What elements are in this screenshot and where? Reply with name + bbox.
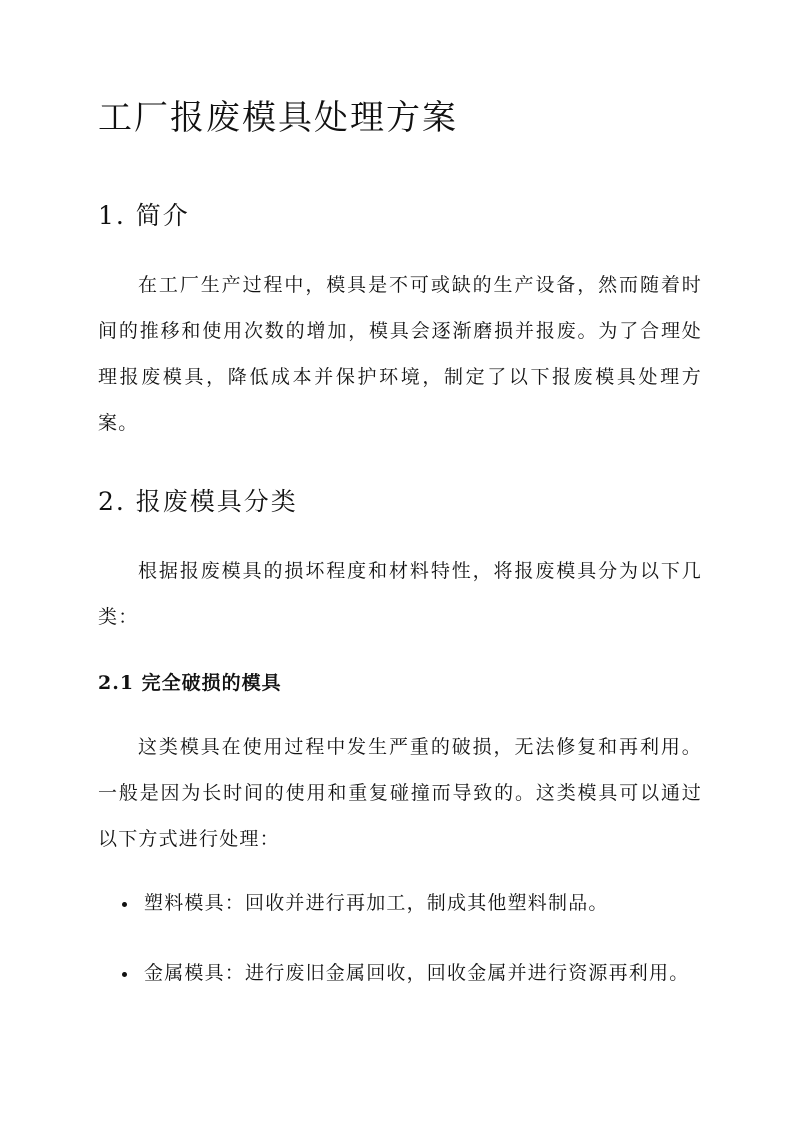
document-title: 工厂报废模具处理方案 (98, 98, 458, 138)
section-paragraph-classification: 根据报废模具的损坏程度和材料特性，将报废模具分为以下几类： (98, 560, 702, 628)
bullet-item-plastic (98, 880, 702, 926)
bullet-item-metal (98, 950, 702, 996)
bullet-text-metal: 金属模具：进行废旧金属回收，回收金属并进行资源再利用。 (144, 962, 690, 984)
subsection-heading-complete-damage: 2.1 完全破损的模具 (98, 672, 282, 694)
section-heading-classification: 2. 报废模具分类 (98, 487, 298, 516)
treatment-bullet-list (98, 880, 702, 1020)
bullet-dot-icon (122, 902, 127, 907)
bullet-dot-icon (122, 972, 127, 977)
subsection-paragraph-complete-damage: 这类模具在使用过程中发生严重的破损，无法修复和再利用。一般是因为长时间的使用和重复碰撞而导致的。这类模具可以通过以下方式进行处理： (98, 736, 702, 850)
bullet-text-plastic: 塑料模具：回收并进行再加工，制成其他塑料制品。 (144, 892, 609, 914)
section-paragraph-intro: 在工厂生产过程中，模具是不可或缺的生产设备，然而随着时间的推移和使用次数的增加，模具会逐渐磨损并报废。为了合理处理报废模具，降低成本并保护环境，制定了以下报废模具处理方案。 (98, 274, 702, 434)
section-heading-intro: 1. 简介 (98, 201, 190, 230)
